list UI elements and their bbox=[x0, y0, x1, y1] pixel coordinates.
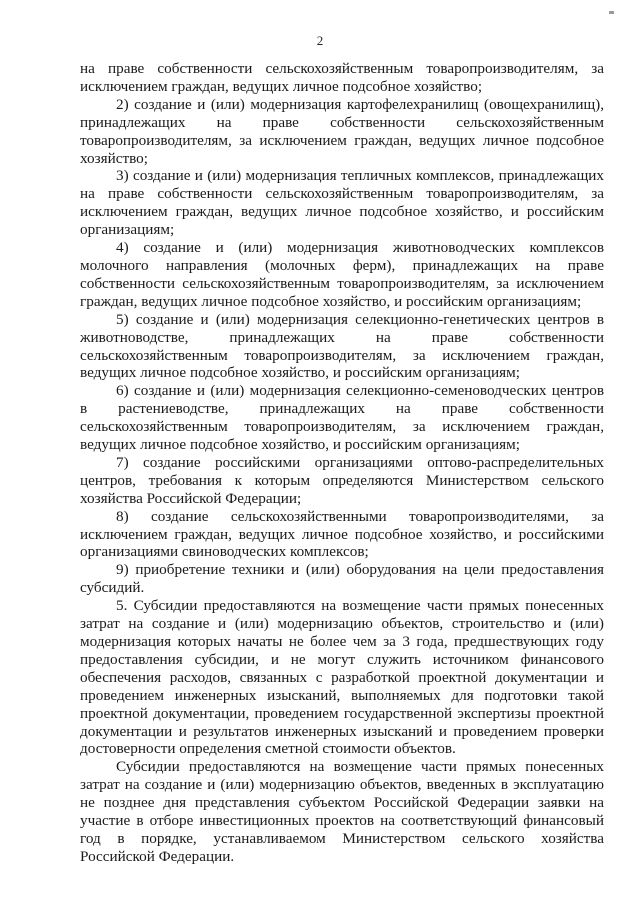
paragraph-continuation: на праве собственности сельскохозяйственным товаропроизводителям, за исключением граждан, ведущих личное подсобное хозяйство; bbox=[80, 60, 604, 95]
paragraph-section-5: 5. Субсидии предоставляются на возмещение части прямых понесенных затрат на создание и (или) модернизацию объектов, строительство и (или) модернизация которых начаты не более чем за 3 года, предшествующих году предоставления субсидии, и не могут служить источником финансового обеспечения расходов, связанных с разработкой проектной документации и проведением инженерных изысканий, выполняемых для подготовки такой проектной документации, проведением государственной экспертизы проектной документации и результатов инженерных изысканий и проведением проверки достоверности определения сметной стоимости объектов. bbox=[80, 597, 604, 758]
paragraph-section-5-continued: Субсидии предоставляются на возмещение части прямых понесенных затрат на создание и (или) модернизацию объектов, введенных в эксплуатацию не позднее дня представления субъектом Российской Федерации заявки на участие в отборе инвестиционных проектов на соответствующий финансовый год в порядке, устанавливаемом Министерством сельского хозяйства Российской Федерации. bbox=[80, 758, 604, 865]
document-body bbox=[80, 60, 604, 866]
paragraph-item-5: 5) создание и (или) модернизация селекционно-генетических центров в животноводстве, принадлежащих на праве собственности сельскохозяйственным товаропроизводителям, за исключением граждан, ведущих личное подсобное хозяйство, и российским организациям; bbox=[80, 310, 604, 382]
paragraph-item-3: 3) создание и (или) модернизация тепличных комплексов, принадлежащих на праве собственности сельскохозяйственным товаропроизводителям, за исключением граждан, ведущих личное подсобное хозяйство, и российским организациям; bbox=[80, 167, 604, 239]
scan-mark bbox=[609, 11, 614, 14]
paragraph-item-6: 6) создание и (или) модернизация селекционно-семеноводческих центров в растениеводстве, принадлежащих на праве собственности сельскохозяйственным товаропроизводителям, за исключением граждан, ведущих личное подсобное хозяйство, и российским организациям; bbox=[80, 382, 604, 454]
paragraph-item-7: 7) создание российскими организациями оптово-распределительных центров, требования к которым определяются Министерством сельского хозяйства Российской Федерации; bbox=[80, 453, 604, 507]
paragraph-item-4: 4) создание и (или) модернизация животноводческих комплексов молочного направления (молочных ферм), принадлежащих на праве собственности сельскохозяйственным товаропроизводителям, за исключением граждан, ведущих личное подсобное хозяйство, и российским организациям; bbox=[80, 239, 604, 310]
paragraph-item-8: 8) создание сельскохозяйственными товаропроизводителями, за исключением граждан, ведущих личное подсобное хозяйство, и российскими организациями свиноводческих комплексов; bbox=[80, 507, 604, 561]
paragraph-item-9: 9) приобретение техники и (или) оборудования на цели предоставления субсидий. bbox=[80, 561, 604, 597]
page-number: 2 bbox=[316, 33, 324, 48]
paragraph-item-2: 2) создание и (или) модернизация картофелехранилищ (овощехранилищ), принадлежащих на праве собственности сельскохозяйственным товаропроизводителям, за исключением граждан, ведущих личное подсобное хозяйство; bbox=[80, 95, 604, 167]
